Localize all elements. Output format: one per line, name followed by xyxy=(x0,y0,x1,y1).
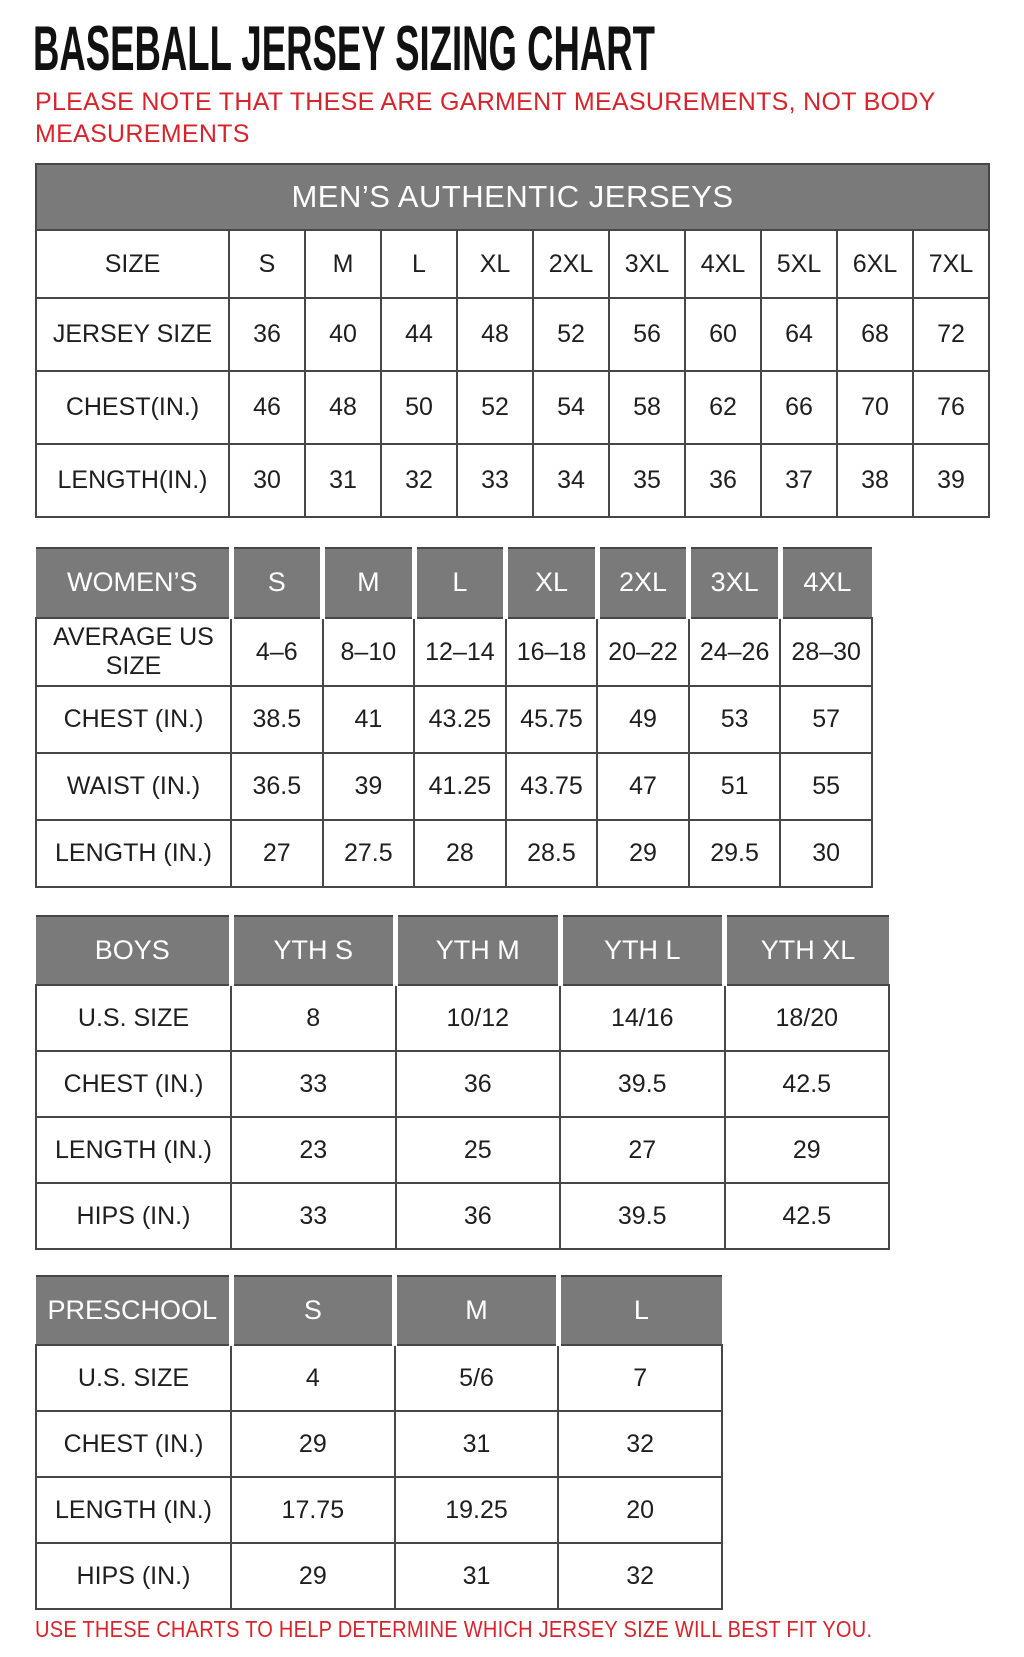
value-cell: 29.5 xyxy=(689,820,781,887)
value-cell: 12–14 xyxy=(414,618,506,686)
value-cell: 43.75 xyxy=(506,753,598,820)
value-cell: 29 xyxy=(231,1411,395,1477)
size-cell: 6XL xyxy=(837,230,913,298)
value-cell: 39 xyxy=(323,753,415,820)
value-cell: 36 xyxy=(685,444,761,517)
preschool-size-table xyxy=(35,1275,723,1610)
value-cell: 58 xyxy=(609,371,685,444)
size-cell: 3XL xyxy=(609,230,685,298)
column-header: M xyxy=(395,1276,559,1345)
value-cell: 38.5 xyxy=(231,686,323,753)
value-cell: 8 xyxy=(231,985,396,1051)
value-cell: 70 xyxy=(837,371,913,444)
row-label: CHEST (IN.) xyxy=(36,1051,231,1117)
footer-note: USE THESE CHARTS TO HELP DETERMINE WHICH JERSEY SIZE WILL BEST FIT YOU. xyxy=(35,1616,873,1642)
value-cell: 54 xyxy=(533,371,609,444)
row-label: CHEST (IN.) xyxy=(36,1411,231,1477)
value-cell: 28–30 xyxy=(780,618,872,686)
value-cell: 27 xyxy=(560,1117,725,1183)
value-cell: 27.5 xyxy=(323,820,415,887)
value-cell: 38 xyxy=(837,444,913,517)
value-cell: 41.25 xyxy=(414,753,506,820)
size-cell: S xyxy=(229,230,305,298)
column-header: S xyxy=(231,548,323,618)
value-cell: 35 xyxy=(609,444,685,517)
table-title-cell: BOYS xyxy=(36,916,231,985)
value-cell: 7 xyxy=(558,1345,722,1411)
column-header: 4XL xyxy=(780,548,872,618)
table-row xyxy=(36,618,872,686)
value-cell: 33 xyxy=(457,444,533,517)
value-cell: 32 xyxy=(558,1543,722,1609)
value-cell: 33 xyxy=(231,1051,396,1117)
value-cell: 36.5 xyxy=(231,753,323,820)
value-cell: 50 xyxy=(381,371,457,444)
column-header: 2XL xyxy=(597,548,689,618)
garment-measurement-note: PLEASE NOTE THAT THESE ARE GARMENT MEASUREMENTS, NOT BODY MEASUREMENTS xyxy=(35,88,936,148)
value-cell: 48 xyxy=(457,298,533,371)
value-cell: 36 xyxy=(229,298,305,371)
value-cell: 44 xyxy=(381,298,457,371)
row-label: SIZE xyxy=(36,230,229,298)
table-header-row xyxy=(36,916,889,985)
value-cell: 4 xyxy=(231,1345,395,1411)
column-header: M xyxy=(323,548,415,618)
value-cell: 28.5 xyxy=(506,820,598,887)
table-title-cell: PRESCHOOL xyxy=(36,1276,231,1345)
size-cell: 4XL xyxy=(685,230,761,298)
row-label: HIPS (IN.) xyxy=(36,1183,231,1249)
value-cell: 45.75 xyxy=(506,686,598,753)
table-row xyxy=(36,1477,722,1543)
value-cell: 60 xyxy=(685,298,761,371)
value-cell: 29 xyxy=(597,820,689,887)
row-label: HIPS (IN.) xyxy=(36,1543,231,1609)
value-cell: 66 xyxy=(761,371,837,444)
value-cell: 76 xyxy=(913,371,989,444)
row-label: LENGTH (IN.) xyxy=(36,820,231,887)
page-title: BASEBALL JERSEY SIZING CHART xyxy=(33,14,655,84)
table-row xyxy=(36,820,872,887)
value-cell: 30 xyxy=(780,820,872,887)
value-cell: 20–22 xyxy=(597,618,689,686)
column-header: YTH XL xyxy=(725,916,890,985)
size-cell: 7XL xyxy=(913,230,989,298)
size-cell: 5XL xyxy=(761,230,837,298)
value-cell: 39.5 xyxy=(560,1183,725,1249)
boys-size-table xyxy=(35,915,890,1250)
column-header: YTH S xyxy=(231,916,396,985)
value-cell: 53 xyxy=(689,686,781,753)
mens-banner: MEN’S AUTHENTIC JERSEYS xyxy=(35,163,990,229)
table-row xyxy=(36,985,889,1051)
mens-section xyxy=(35,163,990,518)
value-cell: 10/12 xyxy=(396,985,561,1051)
value-cell: 42.5 xyxy=(725,1051,890,1117)
row-label: WAIST (IN.) xyxy=(36,753,231,820)
value-cell: 24–26 xyxy=(689,618,781,686)
column-header: L xyxy=(558,1276,722,1345)
row-label: LENGTH (IN.) xyxy=(36,1477,231,1543)
value-cell: 36 xyxy=(396,1051,561,1117)
value-cell: 8–10 xyxy=(323,618,415,686)
value-cell: 23 xyxy=(231,1117,396,1183)
table-row xyxy=(36,1411,722,1477)
column-header: S xyxy=(231,1276,395,1345)
size-cell: XL xyxy=(457,230,533,298)
value-cell: 52 xyxy=(533,298,609,371)
boys-section xyxy=(35,915,890,1250)
row-label: LENGTH (IN.) xyxy=(36,1117,231,1183)
value-cell: 72 xyxy=(913,298,989,371)
womens-size-table xyxy=(35,547,873,888)
value-cell: 39 xyxy=(913,444,989,517)
value-cell: 34 xyxy=(533,444,609,517)
value-cell: 68 xyxy=(837,298,913,371)
value-cell: 46 xyxy=(229,371,305,444)
column-header: YTH L xyxy=(560,916,725,985)
value-cell: 36 xyxy=(396,1183,561,1249)
column-header: L xyxy=(414,548,506,618)
value-cell: 28 xyxy=(414,820,506,887)
value-cell: 14/16 xyxy=(560,985,725,1051)
value-cell: 49 xyxy=(597,686,689,753)
table-row xyxy=(36,230,989,298)
value-cell: 31 xyxy=(395,1411,559,1477)
row-label: JERSEY SIZE xyxy=(36,298,229,371)
table-row xyxy=(36,753,872,820)
value-cell: 29 xyxy=(725,1117,890,1183)
value-cell: 43.25 xyxy=(414,686,506,753)
row-label: LENGTH(IN.) xyxy=(36,444,229,517)
table-row xyxy=(36,1543,722,1609)
row-label: CHEST (IN.) xyxy=(36,686,231,753)
value-cell: 30 xyxy=(229,444,305,517)
value-cell: 56 xyxy=(609,298,685,371)
column-header: 3XL xyxy=(689,548,781,618)
value-cell: 31 xyxy=(395,1543,559,1609)
value-cell: 39.5 xyxy=(560,1051,725,1117)
value-cell: 4–6 xyxy=(231,618,323,686)
size-cell: L xyxy=(381,230,457,298)
value-cell: 51 xyxy=(689,753,781,820)
table-header-row xyxy=(36,1276,722,1345)
value-cell: 31 xyxy=(305,444,381,517)
table-row xyxy=(36,444,989,517)
value-cell: 33 xyxy=(231,1183,396,1249)
table-row xyxy=(36,1117,889,1183)
size-cell: M xyxy=(305,230,381,298)
row-label: U.S. SIZE xyxy=(36,985,231,1051)
mens-size-table xyxy=(35,229,990,518)
value-cell: 17.75 xyxy=(231,1477,395,1543)
table-row xyxy=(36,298,989,371)
table-row xyxy=(36,1183,889,1249)
value-cell: 47 xyxy=(597,753,689,820)
value-cell: 55 xyxy=(780,753,872,820)
value-cell: 62 xyxy=(685,371,761,444)
value-cell: 29 xyxy=(231,1543,395,1609)
preschool-section xyxy=(35,1275,723,1610)
value-cell: 32 xyxy=(381,444,457,517)
column-header: XL xyxy=(506,548,598,618)
value-cell: 42.5 xyxy=(725,1183,890,1249)
table-title-cell: WOMEN’S xyxy=(36,548,231,618)
table-header-row xyxy=(36,548,872,618)
value-cell: 32 xyxy=(558,1411,722,1477)
row-label: U.S. SIZE xyxy=(36,1345,231,1411)
value-cell: 20 xyxy=(558,1477,722,1543)
row-label: CHEST(IN.) xyxy=(36,371,229,444)
value-cell: 40 xyxy=(305,298,381,371)
value-cell: 48 xyxy=(305,371,381,444)
table-row xyxy=(36,371,989,444)
table-row xyxy=(36,686,872,753)
value-cell: 19.25 xyxy=(395,1477,559,1543)
column-header: YTH M xyxy=(396,916,561,985)
value-cell: 18/20 xyxy=(725,985,890,1051)
value-cell: 5/6 xyxy=(395,1345,559,1411)
womens-section xyxy=(35,547,873,888)
row-label: AVERAGE US SIZE xyxy=(36,618,231,686)
table-row xyxy=(36,1051,889,1117)
value-cell: 25 xyxy=(396,1117,561,1183)
value-cell: 57 xyxy=(780,686,872,753)
size-cell: 2XL xyxy=(533,230,609,298)
value-cell: 37 xyxy=(761,444,837,517)
value-cell: 27 xyxy=(231,820,323,887)
table-row xyxy=(36,1345,722,1411)
value-cell: 52 xyxy=(457,371,533,444)
value-cell: 41 xyxy=(323,686,415,753)
value-cell: 16–18 xyxy=(506,618,598,686)
value-cell: 64 xyxy=(761,298,837,371)
